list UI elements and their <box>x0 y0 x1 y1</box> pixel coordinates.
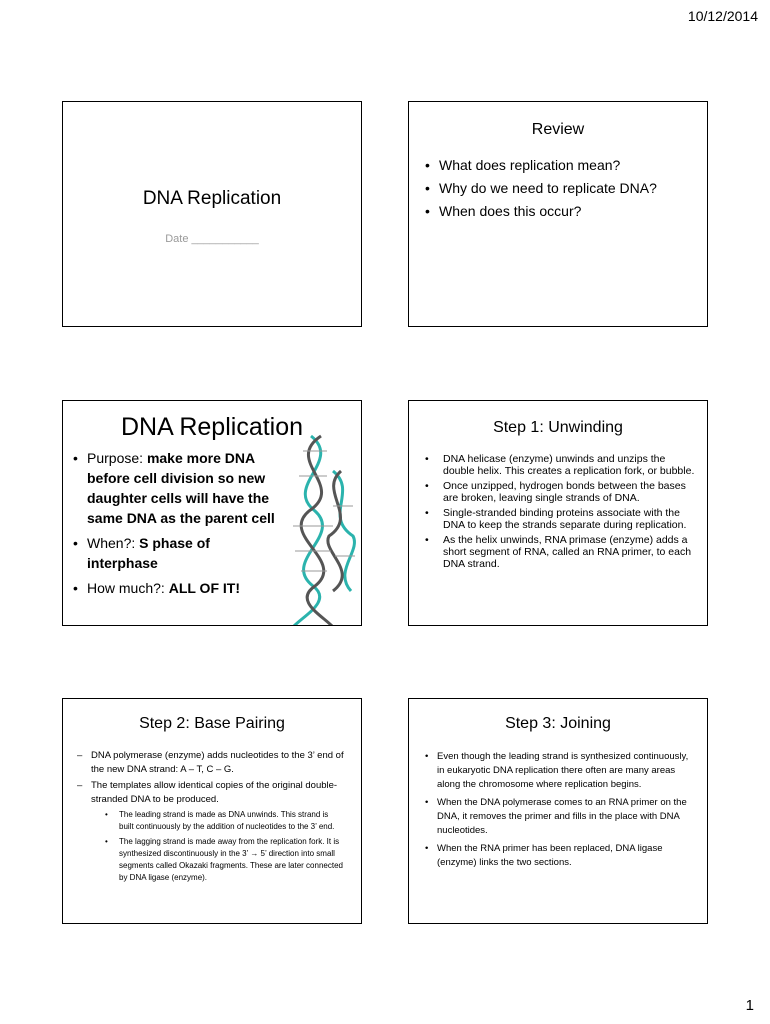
header-date: 10/12/2014 <box>687 8 758 24</box>
bullet-list <box>425 157 657 226</box>
bullet-item: • As the helix unwinds, RNA primase (enzyme) adds a short segment of RNA, called an RNA primer, to each DNA strand. <box>423 534 697 570</box>
bullet-item <box>71 448 281 528</box>
bullet-item: • DNA helicase (enzyme) unwinds and unzips the double helix. This creates a replication fork, or bubble. <box>423 453 697 477</box>
bullet-prefix: How much?: <box>87 580 169 596</box>
bullet-item <box>71 578 281 598</box>
slide-heading: Step 1: Unwinding <box>493 419 623 436</box>
sub-bullet-item: • The leading strand is made as DNA unwinds. This strand is built continuously by the addition of nucleotides to the 3’ end. <box>77 809 345 833</box>
slide-step3 <box>408 698 708 924</box>
slide-heading: Review <box>531 121 585 138</box>
bullet-item: • Once unzipped, hydrogen bonds between the bases are broken, leaving single strands of DNA. <box>423 480 697 504</box>
slide-title-heading: DNA Replication <box>142 188 282 209</box>
bullet-list <box>423 453 697 573</box>
sub-bullet-item: • The lagging strand is made away from the replication fork. It is synthesized discontinuously in the 3’ → 5’ direction into small segments called Okazaki fragments. These are later connected by DNA ligase (enzyme). <box>77 836 345 884</box>
bullet-item: • When the RNA primer has been replaced, DNA ligase (enzyme) links the two sections. <box>423 842 693 870</box>
slide-date-line: Date ___________ <box>165 233 259 245</box>
bullet-item: • Single-stranded binding proteins associate with the DNA to keep the strands separate during replication. <box>423 507 697 531</box>
slide-heading: Step 3: Joining <box>505 715 611 732</box>
bullet-item: • When the DNA polymerase comes to an RNA primer on the DNA, it removes the primer and fills in the place with DNA nucleotides. <box>423 796 693 838</box>
bullet-item: • When does this occur? <box>425 203 657 219</box>
bullet-bold: S phase of interphase <box>87 535 210 571</box>
bullet-item: • What does replication mean? <box>425 157 657 173</box>
dash-item: – DNA polymerase (enzyme) adds nucleotides to the 3’ end of the new DNA strand: A – T, C – G. <box>77 749 345 777</box>
slide-content <box>77 749 345 887</box>
page-number: 1 <box>745 997 754 1014</box>
slide-heading: DNA Replication <box>121 413 304 441</box>
bullet-prefix: When?: <box>87 535 140 551</box>
bullet-item <box>71 533 281 573</box>
bullet-bold: ALL OF IT! <box>168 580 240 596</box>
dash-item: – The templates allow identical copies of the original double-stranded DNA to be produced. <box>77 779 345 807</box>
slide-dna-replication <box>62 400 362 626</box>
slide-heading: Step 2: Base Pairing <box>139 715 285 732</box>
slide-review <box>408 101 708 327</box>
slide-step2 <box>62 698 362 924</box>
bullet-prefix: Purpose: <box>87 450 147 466</box>
slide-step1 <box>408 400 708 626</box>
bullet-item: • Why do we need to replicate DNA? <box>425 180 657 196</box>
bullet-list <box>423 750 693 874</box>
bullet-list <box>71 448 281 603</box>
bullet-bold: make more DNA before cell division so new daughter cells will have the same DNA as the parent cell <box>87 450 275 526</box>
slide-title <box>62 101 362 327</box>
bullet-item: • Even though the leading strand is synthesized continuously, in eukaryotic DNA replication there often are many areas along the chromosome where replication begins. <box>423 750 693 792</box>
